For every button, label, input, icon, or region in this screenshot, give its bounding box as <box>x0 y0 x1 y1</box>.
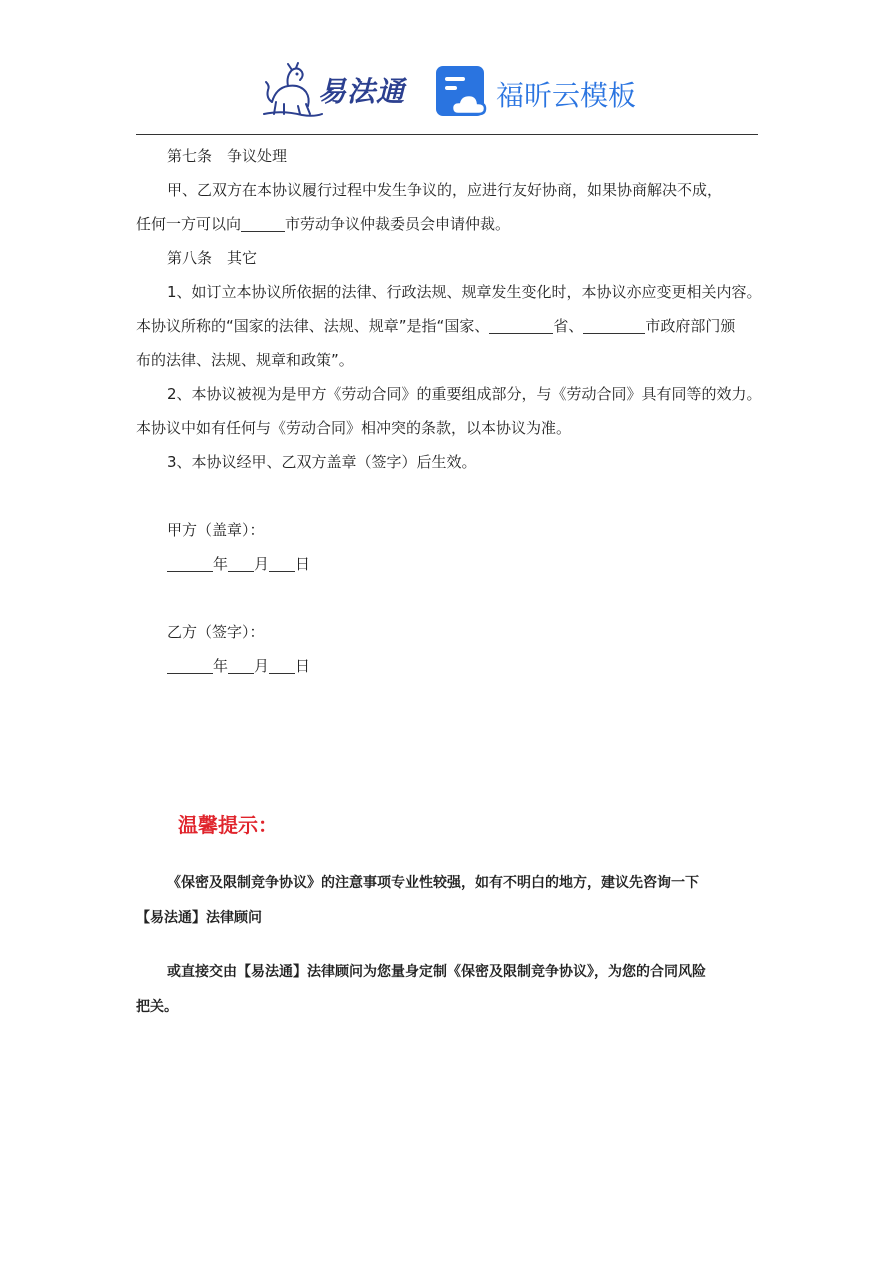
article7-line1: 甲、乙双方在本协议履行过程中发生争议的，应进行友好协商，如果协商解决不成， <box>167 181 723 199</box>
header-divider <box>136 134 758 135</box>
party-b-label: 乙方（签字）： <box>167 623 265 641</box>
yifatong-logo-text: 易法通 <box>318 75 406 108</box>
agreement-body <box>136 139 762 683</box>
article7-title: 第七条 争议处理 <box>167 147 288 165</box>
item2-line1: 2、本协议被视为是甲方《劳动合同》的重要组成部分，与《劳动合同》具有同等的效力。 <box>167 385 762 403</box>
page-header <box>0 0 893 134</box>
item1-line3: 布的法律、法规、规章和政策”。 <box>136 351 354 369</box>
day-label: 日 <box>295 657 311 675</box>
article7-line2-start: 任何一方可以向 <box>136 215 242 233</box>
day-blank <box>269 555 295 572</box>
item2-line2: 本协议中如有任何与《劳动合同》相冲突的条款，以本协议为准。 <box>136 419 572 437</box>
article7-line2-end: 市劳动争议仲裁委员会申请仲裁。 <box>285 215 511 233</box>
warm-tips-section <box>136 804 758 1025</box>
item1-line2-start: 本协议所称的“国家的法律、法规、规章”是指“国家、 <box>136 317 490 335</box>
province-blank <box>489 317 553 334</box>
month-label: 月 <box>254 657 270 675</box>
item3-line1: 3、本协议经甲、乙双方盖章（签字）后生效。 <box>167 453 477 471</box>
city-government-blank <box>583 317 645 334</box>
month-blank <box>228 657 254 674</box>
item1-line1: 1、如订立本协议所依据的法律、行政法规、规章发生变化时，本协议亦应变更相关内容。 <box>167 283 762 301</box>
day-blank <box>269 657 295 674</box>
item1-line2-end: 市政府部门颁 <box>645 317 736 335</box>
party-b-date <box>136 649 758 683</box>
party-a-label: 甲方（盖章）： <box>167 521 265 539</box>
yifatong-logo <box>262 62 412 118</box>
article7-line2 <box>136 207 758 241</box>
foxit-template-logo-text: 福昕云模板 <box>496 79 637 112</box>
tips-paragraph1-line2: 【易法通】法律顾问 <box>136 910 262 926</box>
year-blank <box>167 555 213 572</box>
city-blank <box>241 215 285 232</box>
party-a-date <box>136 547 758 581</box>
month-label: 月 <box>254 555 270 573</box>
item1-line2 <box>136 309 758 343</box>
tips-paragraph2-line2: 把关。 <box>136 999 178 1015</box>
year-label: 年 <box>213 657 229 675</box>
article8-title: 第八条 其它 <box>167 249 258 267</box>
qilin-mascot-icon <box>262 62 324 118</box>
year-blank <box>167 657 213 674</box>
month-blank <box>228 555 254 572</box>
tips-paragraph2-line1: 或直接交由【易法通】法律顾问为您量身定制《保密及限制竞争协议》，为您的合同风险 <box>167 964 706 980</box>
warm-tips-title: 温馨提示： <box>178 813 278 837</box>
day-label: 日 <box>295 555 311 573</box>
year-label: 年 <box>213 555 229 573</box>
item1-line2-mid: 省、 <box>553 317 584 335</box>
tips-paragraph1-line1: 《保密及限制竞争协议》的注意事项专业性较强，如有不明白的地方，建议先咨询一下 <box>167 875 699 891</box>
cloud-document-icon <box>436 66 488 118</box>
